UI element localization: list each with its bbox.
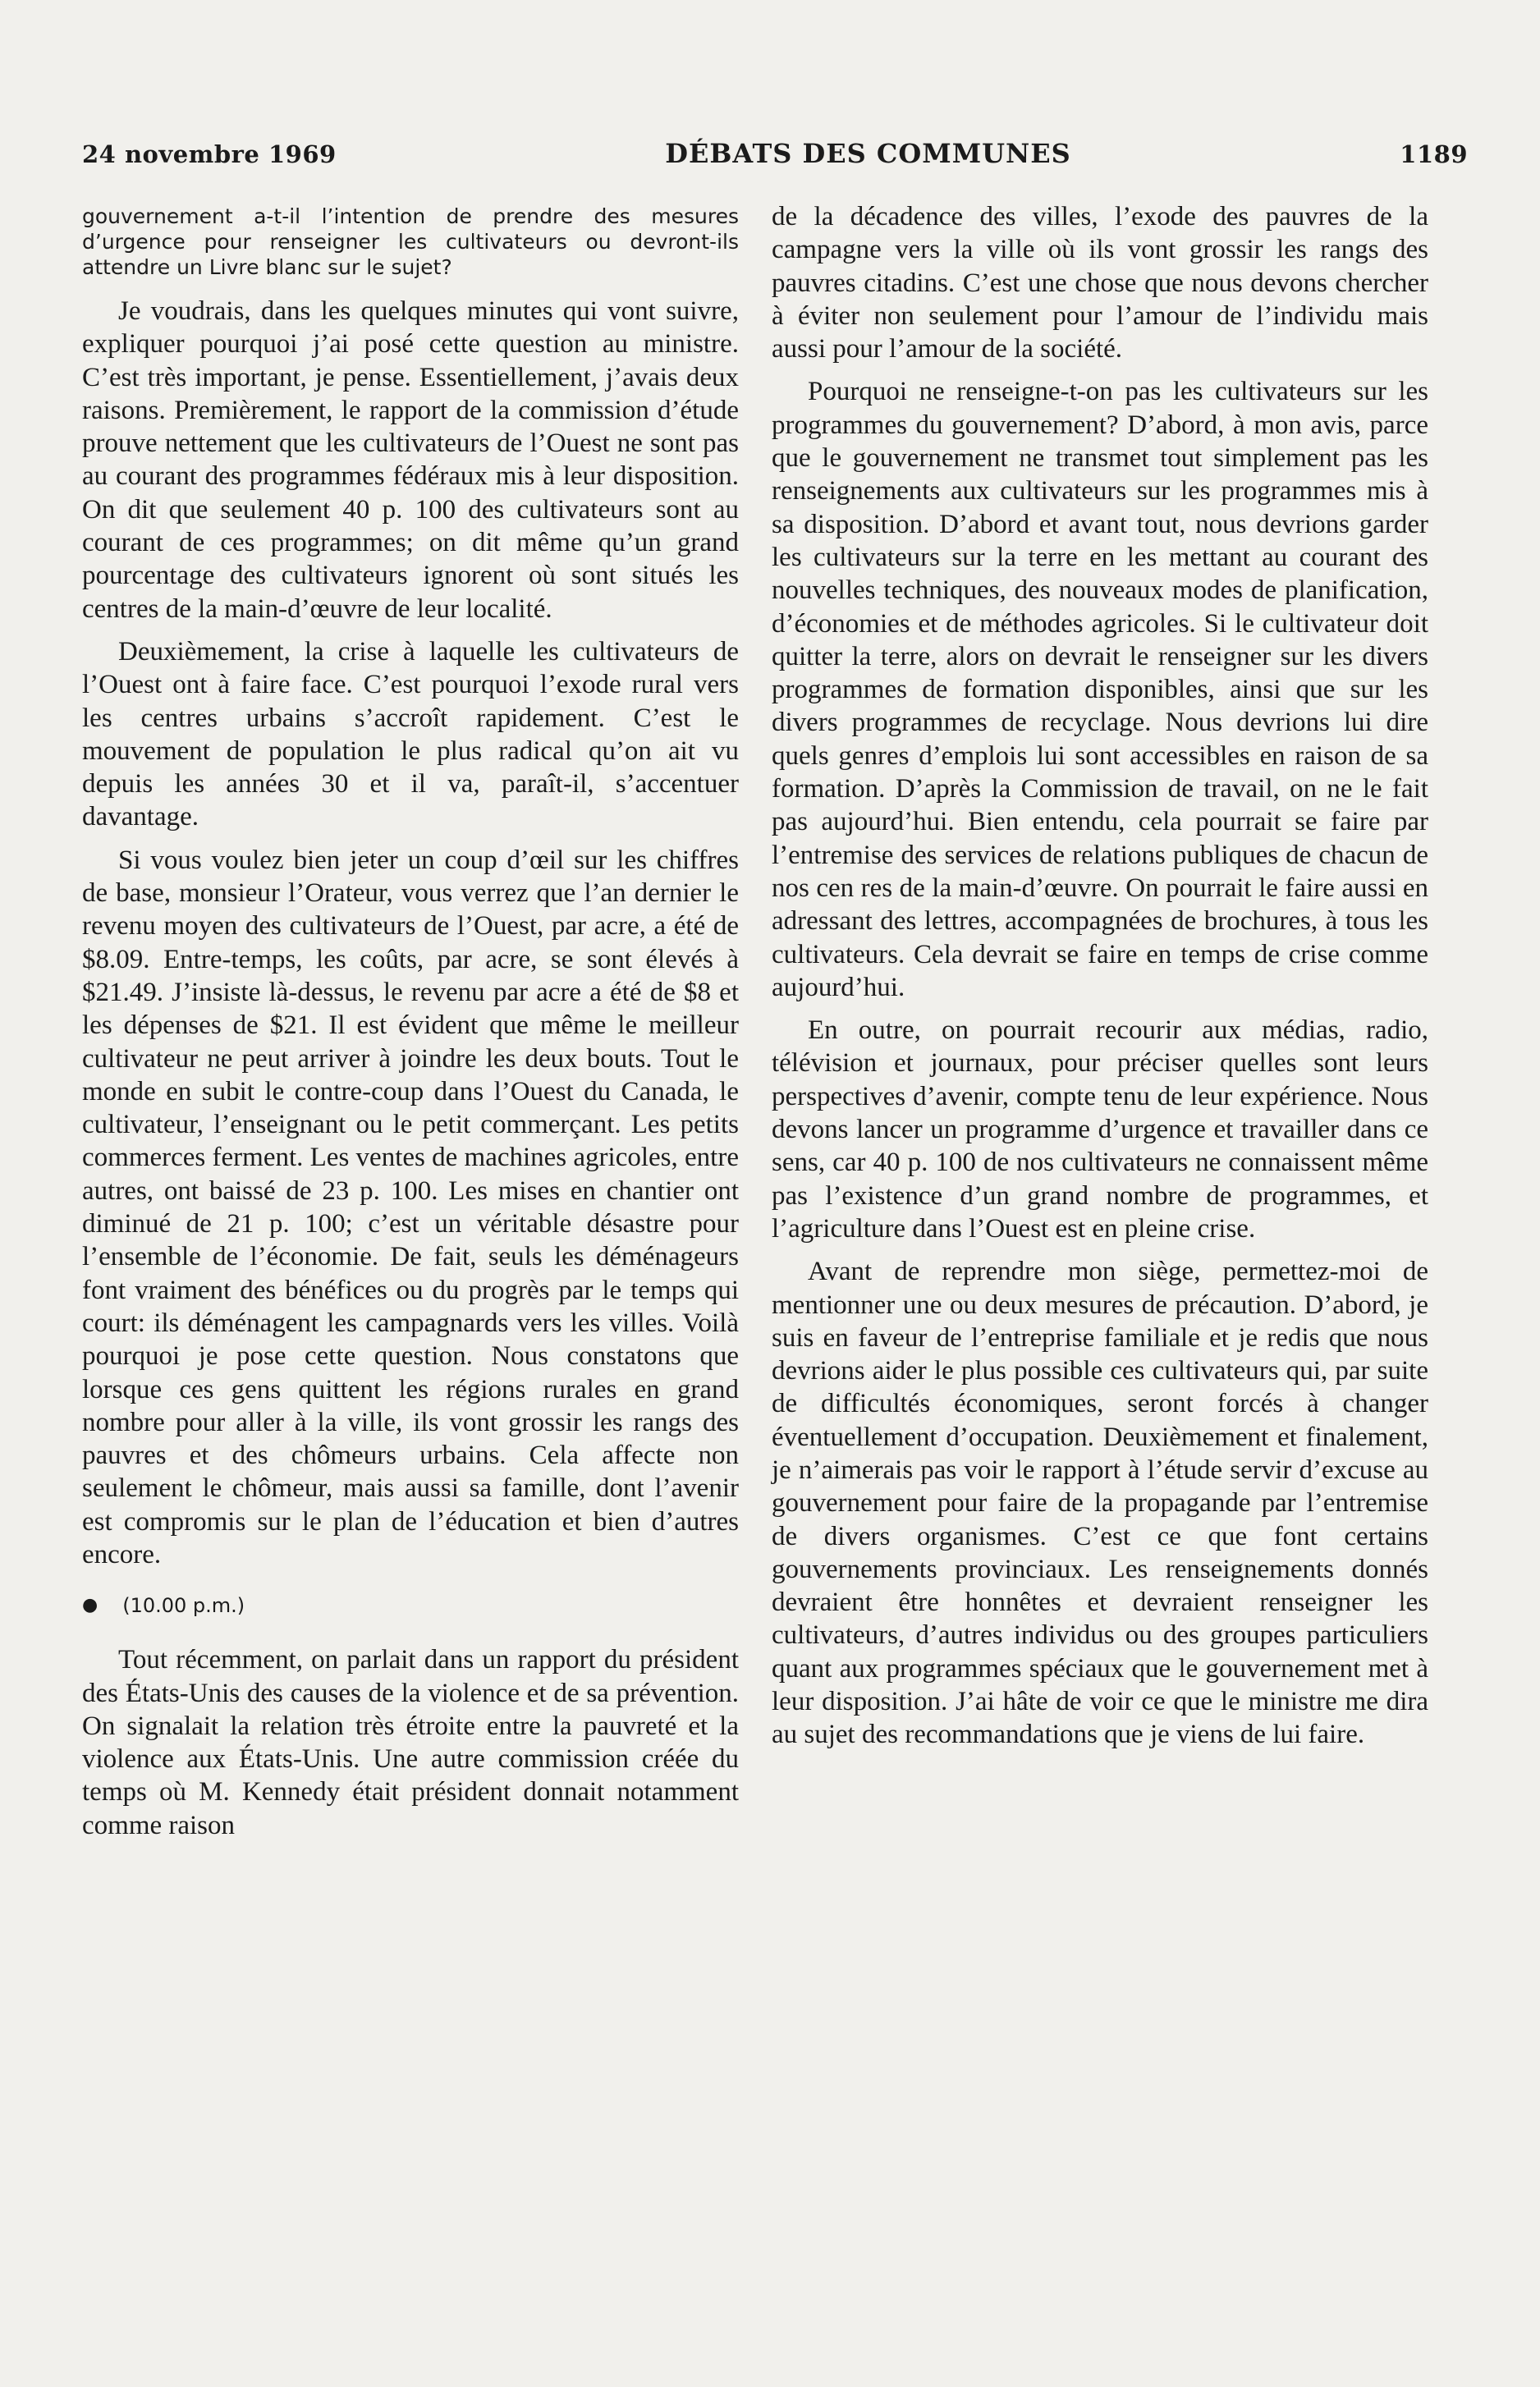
paragraph: Je voudrais, dans les quelques minutes qui vont suivre, expliquer pourquoi j’ai posé cette question au ministre. C’est très important, je pense. Essentiellement, j’avais deux raisons. Premièrement, le rapport de la commission d’étude prouve nettement que les cultivateurs de l’Ouest ne sont pas au courant des programmes fédéraux mis à leur disposition. On dit que seulement 40 p. 100 des cultivateurs sont au courant de ces programmes; on dit même qu’un grand pourcentage des cultivateurs ignorent où sont situés les centres de la main-d’œuvre de leur localité. xyxy=(82,296,739,624)
paragraph: Pourquoi ne renseigne-t-on pas les cultivateurs sur les programmes du gouvernement? D’abord, à mon avis, parce que le gouvernement ne transmet tout simplement pas les renseignements aux cultivateurs sur les programmes mis à sa disposition. D’abord et avant tout, nous devrions garder les cultivateurs sur la terre en les mettant au courant des nouvelles techniques, des nouveaux modes de planification, d’économies et de méthodes agricoles. Si le cultivateur doit quitter la terre, alors on devrait le renseigner sur les divers programmes de formation disponibles, ainsi que sur les divers programmes de recyclage. Nous devrions lui dire quels genres d’emplois lui sont accessibles en raison de sa formation. D’après la Commission de travail, on ne le fait pas aujourd’hui. Bien entendu, cela pourrait se faire par l’entremise des services de relations publiques de chacun de nos cen res de la main-d’œuvre. On pourrait le faire aussi en adressant des lettres, accompagnées de brochures, à tous les cultivateurs. Cela devrait se faire en temps de crise comme aujourd’hui. xyxy=(772,377,1428,1002)
paragraph: Deuxièmement, la crise à laquelle les cultivateurs de l’Ouest ont à faire face. C’est pourquoi l’exode rural vers les centres urbains s’accroît rapidement. C’est le mouvement de population le plus radical qu’on ait vu depuis les années 30 et il va, paraît-il, s’accentuer davantage. xyxy=(82,636,739,832)
page-header xyxy=(82,138,1468,169)
paragraph: de la décadence des villes, l’exode des pauvres de la campagne vers la ville où ils vont grossir les rangs des pauvres citadins. C’est une chose que nous devons chercher à éviter non seulement pour l’amour de l’individu mais aussi pour l’amour de la société. xyxy=(772,202,1428,364)
time-marker xyxy=(82,1589,739,1622)
paragraph: En outre, on pourrait recourir aux médias, radio, télévision et journaux, pour préciser quelles sont leurs perspectives d’avenir, compte tenu de leur expérience. Nous devons lancer un programme d’urgence et travailler dans ce sens, car 40 p. 100 de nos cultivateurs ne connaissent même pas l’existence d’un grand nombre de programmes, et l’agriculture dans l’Ouest est en pleine crise. xyxy=(772,1015,1428,1244)
time-stamp: (10.00 p.m.) xyxy=(122,1594,245,1618)
bullet-icon: ● xyxy=(82,1595,99,1616)
page-number: 1189 xyxy=(1400,140,1468,168)
right-column xyxy=(772,200,1428,1762)
question-paragraph: gouvernement a-t-il l’intention de prendre des mesures d’urgence pour renseigner les cultivateurs ou devront-ils attendre un Livre blanc sur le sujet? xyxy=(82,204,739,279)
paragraph: Si vous voulez bien jeter un coup d’œil sur les chiffres de base, monsieur l’Orateur, vous verrez que l’an dernier le revenu moyen des cultivateurs de l’Ouest, par acre, a été de $8.09. Entre-temps, les coûts, par acre, se sont élevés à $21.49. J’insiste là-dessus, le revenu par acre a été de $8 et les dépenses de $21. Il est évident que même le meilleur cultivateur ne peut arriver à joindre les deux bouts. Tout le monde en subit le contre-coup dans l’Ouest du Canada, le cultivateur, l’enseignant ou le petit commerçant. Les petits commerces ferment. Les ventes de machines agricoles, entre autres, ont baissé de 23 p. 100. Les mises en chantier ont diminué de 21 p. 100; c’est un véritable désastre pour l’ensemble de l’économie. De fait, seuls les déménageurs font vraiment des bénéfices ou du progrès par le temps qui court: ils déménagent les campagnards vers les villes. Voilà pourquoi je pose cette question. Nous constatons que lorsque ces gens quittent les régions rurales en grand nombre pour aller à la ville, ils vont grossir les rangs des pauvres et des chômeurs urbains. Cela affecte non seulement le chômeur, mais aussi sa famille, dont l’avenir est compromis sur le plan de l’éducation et bien d’autres encore. xyxy=(82,845,739,1569)
paragraph: Avant de reprendre mon siège, permettez-moi de mentionner une ou deux mesures de précaution. D’abord, je suis en faveur de l’entreprise familiale et je redis que nous devrions aider le plus possible ces cultivateurs qui, par suite de difficultés économiques, seront forcés à changer éventuellement d’occupation. Deuxièmement et finalement, je n’aimerais pas voir le rapport à l’étude servir d’excuse au gouvernement pour faire de la propagande par l’entremise de divers organismes. C’est ce que font certains gouvernements provinciaux. Les renseignements donnés devraient être honnêtes et devraient renseigner les cultivateurs, d’autres individus ou des groupes particuliers quant aux programmes spéciaux que le gouvernement met à leur disposition. J’ai hâte de voir ce que le ministre me dira au sujet des recommandations que je viens de lui faire. xyxy=(772,1257,1428,1750)
header-date: 24 novembre 1969 xyxy=(82,140,337,168)
left-column xyxy=(82,204,739,1852)
paragraph: Tout récemment, on parlait dans un rapport du président des États-Unis des causes de la violence et de sa prévention. On signalait la relation très étroite entre la pauvreté et la violence aux États-Unis. Une autre commission créée du temps où M. Kennedy était président donnait notamment comme raison xyxy=(82,1645,739,1840)
header-title: DÉBATS DES COMMUNES xyxy=(665,138,1071,169)
